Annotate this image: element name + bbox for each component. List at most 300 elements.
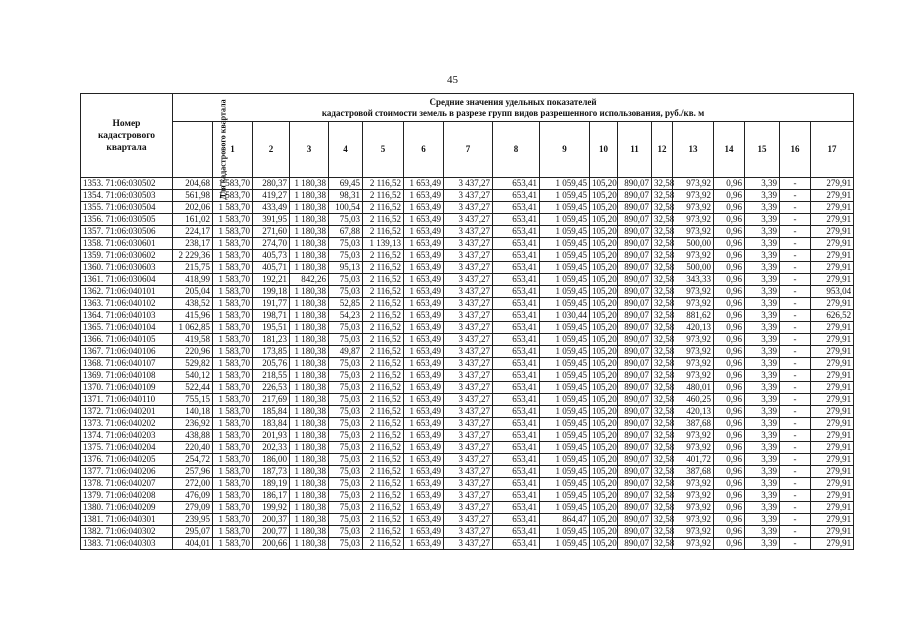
value-cell: 32,58 — [652, 418, 673, 430]
value-cell: 480,01 — [673, 382, 714, 394]
value-cell: 653,41 — [493, 298, 540, 310]
value-cell: 279,91 — [811, 346, 854, 358]
value-cell: 890,07 — [618, 298, 652, 310]
value-cell: 3 437,27 — [444, 454, 493, 466]
value-cell: 653,41 — [493, 382, 540, 394]
quarter-cell: 1371. 71:06:040110 — [81, 394, 173, 406]
value-cell: 1 059,45 — [540, 394, 590, 406]
value-cell: 1 653,49 — [404, 334, 444, 346]
quarter-cell: 1375. 71:06:040204 — [81, 442, 173, 454]
value-cell: 75,03 — [329, 214, 363, 226]
table-row — [81, 478, 854, 490]
table-row — [81, 346, 854, 358]
header-column-16: 16 — [780, 122, 811, 178]
value-cell: 32,58 — [652, 490, 673, 502]
value-cell: 271,60 — [253, 226, 290, 238]
value-cell: 105,20 — [590, 454, 618, 466]
value-cell: 3 437,27 — [444, 418, 493, 430]
value-cell: 890,07 — [618, 274, 652, 286]
value-cell: 3 437,27 — [444, 286, 493, 298]
value-cell: 3,39 — [745, 178, 780, 190]
value-cell: 653,41 — [493, 310, 540, 322]
value-cell: 3 437,27 — [444, 310, 493, 322]
value-cell: 1 583,70 — [213, 466, 253, 478]
value-cell: 3,39 — [745, 250, 780, 262]
value-cell: 105,20 — [590, 322, 618, 334]
value-cell: 3,39 — [745, 394, 780, 406]
value-cell: 2 116,52 — [363, 358, 404, 370]
value-cell: 653,41 — [493, 238, 540, 250]
value-cell: 279,91 — [811, 502, 854, 514]
value-cell: 1 180,38 — [290, 250, 329, 262]
value-cell: 1 583,70 — [213, 418, 253, 430]
value-cell: 973,92 — [673, 346, 714, 358]
value-cell: 0,96 — [714, 310, 745, 322]
value-cell: 105,20 — [590, 214, 618, 226]
value-cell: 3 437,27 — [444, 190, 493, 202]
table-row — [81, 262, 854, 274]
value-cell: 890,07 — [618, 442, 652, 454]
table-row — [81, 502, 854, 514]
value-cell: 75,03 — [329, 478, 363, 490]
value-cell: 201,93 — [253, 430, 290, 442]
value-cell: 1 059,45 — [540, 370, 590, 382]
value-cell: 3,39 — [745, 214, 780, 226]
value-cell: 1 653,49 — [404, 286, 444, 298]
value-cell: - — [780, 406, 811, 418]
value-cell: - — [780, 358, 811, 370]
value-cell: 653,41 — [493, 442, 540, 454]
value-cell: 75,03 — [329, 466, 363, 478]
value-cell: 2 116,52 — [363, 310, 404, 322]
value-cell: 75,03 — [329, 274, 363, 286]
value-cell: 105,20 — [590, 274, 618, 286]
value-cell: 3 437,27 — [444, 490, 493, 502]
value-cell: 215,75 — [173, 262, 213, 274]
value-cell: 653,41 — [493, 406, 540, 418]
value-cell: 0,96 — [714, 334, 745, 346]
value-cell: 0,96 — [714, 406, 745, 418]
value-cell: - — [780, 226, 811, 238]
value-cell: 3,39 — [745, 310, 780, 322]
page-number: 45 — [447, 74, 458, 86]
value-cell: 220,96 — [173, 346, 213, 358]
value-cell: 890,07 — [618, 454, 652, 466]
value-cell: 218,55 — [253, 370, 290, 382]
value-cell: 279,91 — [811, 418, 854, 430]
quarter-cell: 1376. 71:06:040205 — [81, 454, 173, 466]
table-row — [81, 382, 854, 394]
value-cell: 3 437,27 — [444, 406, 493, 418]
value-cell: - — [780, 394, 811, 406]
value-cell: 183,84 — [253, 418, 290, 430]
quarter-cell: 1363. 71:06:040102 — [81, 298, 173, 310]
value-cell: 0,96 — [714, 226, 745, 238]
value-cell: 653,41 — [493, 202, 540, 214]
value-cell: 1 653,49 — [404, 190, 444, 202]
value-cell: 279,91 — [811, 430, 854, 442]
value-cell: 653,41 — [493, 514, 540, 526]
value-cell: 890,07 — [618, 346, 652, 358]
value-cell: 105,20 — [590, 262, 618, 274]
quarter-cell: 1372. 71:06:040201 — [81, 406, 173, 418]
value-cell: 32,58 — [652, 538, 673, 550]
table-row — [81, 406, 854, 418]
value-cell: 205,76 — [253, 358, 290, 370]
quarter-cell: 1357. 71:06:030506 — [81, 226, 173, 238]
value-cell: 105,20 — [590, 430, 618, 442]
value-cell: 32,58 — [652, 286, 673, 298]
value-cell: 198,71 — [253, 310, 290, 322]
value-cell: 3,39 — [745, 226, 780, 238]
value-cell: 1 653,49 — [404, 526, 444, 538]
header-column-9: 9 — [540, 122, 590, 178]
value-cell: 1 059,45 — [540, 202, 590, 214]
value-cell: 890,07 — [618, 214, 652, 226]
value-cell: 1 653,49 — [404, 514, 444, 526]
value-cell: 890,07 — [618, 286, 652, 298]
value-cell: 973,92 — [673, 358, 714, 370]
value-cell: 2 116,52 — [363, 190, 404, 202]
value-cell: 653,41 — [493, 322, 540, 334]
value-cell: 529,82 — [173, 358, 213, 370]
value-cell: 1 583,70 — [213, 226, 253, 238]
value-cell: - — [780, 190, 811, 202]
value-cell: 32,58 — [652, 478, 673, 490]
quarter-cell: 1358. 71:06:030601 — [81, 238, 173, 250]
value-cell: 279,91 — [811, 202, 854, 214]
value-cell: 1 180,38 — [290, 322, 329, 334]
value-cell: 653,41 — [493, 526, 540, 538]
value-cell: 420,13 — [673, 406, 714, 418]
value-cell: 105,20 — [590, 526, 618, 538]
value-cell: 1 180,38 — [290, 370, 329, 382]
value-cell: 890,07 — [618, 430, 652, 442]
value-cell: 419,58 — [173, 334, 213, 346]
table-row — [81, 334, 854, 346]
value-cell: 236,92 — [173, 418, 213, 430]
value-cell: 105,20 — [590, 358, 618, 370]
header-quarter-number: Номер кадастрового квартала — [81, 94, 173, 178]
value-cell: 0,96 — [714, 466, 745, 478]
value-cell: 105,20 — [590, 418, 618, 430]
quarter-cell: 1368. 71:06:040107 — [81, 358, 173, 370]
value-cell: 3 437,27 — [444, 514, 493, 526]
value-cell: 0,96 — [714, 286, 745, 298]
value-cell: - — [780, 466, 811, 478]
value-cell: 105,20 — [590, 298, 618, 310]
value-cell: 3,39 — [745, 406, 780, 418]
value-cell: - — [780, 346, 811, 358]
value-cell: 1 180,38 — [290, 538, 329, 550]
value-cell: 239,95 — [173, 514, 213, 526]
value-cell: 1 180,38 — [290, 430, 329, 442]
value-cell: 2 116,52 — [363, 250, 404, 262]
value-cell: 953,04 — [811, 286, 854, 298]
value-cell: 653,41 — [493, 430, 540, 442]
table-row — [81, 322, 854, 334]
value-cell: 52,85 — [329, 298, 363, 310]
value-cell: 0,96 — [714, 394, 745, 406]
value-cell: 1 059,45 — [540, 214, 590, 226]
value-cell: 272,00 — [173, 478, 213, 490]
table-row — [81, 226, 854, 238]
value-cell: 405,71 — [253, 262, 290, 274]
value-cell: 653,41 — [493, 334, 540, 346]
value-cell: 653,41 — [493, 178, 540, 190]
value-cell: 195,51 — [253, 322, 290, 334]
value-cell: 100,54 — [329, 202, 363, 214]
value-cell: 1 139,13 — [363, 238, 404, 250]
value-cell: 173,85 — [253, 346, 290, 358]
value-cell: 75,03 — [329, 238, 363, 250]
value-cell: 1 653,49 — [404, 370, 444, 382]
value-cell: 433,49 — [253, 202, 290, 214]
value-cell: 1 059,45 — [540, 490, 590, 502]
value-cell: 890,07 — [618, 538, 652, 550]
value-cell: 75,03 — [329, 538, 363, 550]
value-cell: 3,39 — [745, 190, 780, 202]
value-cell: - — [780, 418, 811, 430]
quarter-cell: 1356. 71:06:030505 — [81, 214, 173, 226]
quarter-cell: 1353. 71:06:030502 — [81, 178, 173, 190]
value-cell: 3 437,27 — [444, 370, 493, 382]
value-cell: 1 180,38 — [290, 346, 329, 358]
header-column-14: 14 — [714, 122, 745, 178]
value-cell: 1 653,49 — [404, 502, 444, 514]
value-cell: 1 030,44 — [540, 310, 590, 322]
value-cell: 75,03 — [329, 334, 363, 346]
value-cell: 75,03 — [329, 370, 363, 382]
value-cell: 973,92 — [673, 214, 714, 226]
value-cell: 279,91 — [811, 274, 854, 286]
quarter-cell: 1364. 71:06:040103 — [81, 310, 173, 322]
value-cell: 1 180,38 — [290, 190, 329, 202]
value-cell: 755,15 — [173, 394, 213, 406]
value-cell: 2 116,52 — [363, 430, 404, 442]
table-row — [81, 490, 854, 502]
table-row — [81, 190, 854, 202]
header-column-4: 4 — [329, 122, 363, 178]
value-cell: 1 059,45 — [540, 226, 590, 238]
value-cell: 973,92 — [673, 190, 714, 202]
value-cell: 32,58 — [652, 430, 673, 442]
value-cell: 0,96 — [714, 370, 745, 382]
value-cell: 2 116,52 — [363, 370, 404, 382]
value-cell: 0,96 — [714, 526, 745, 538]
table-row — [81, 298, 854, 310]
value-cell: 2 116,52 — [363, 178, 404, 190]
value-cell: 186,17 — [253, 490, 290, 502]
value-cell: 343,33 — [673, 274, 714, 286]
value-cell: 973,92 — [673, 202, 714, 214]
value-cell: 1 059,45 — [540, 478, 590, 490]
value-cell: 653,41 — [493, 502, 540, 514]
value-cell: 3 437,27 — [444, 394, 493, 406]
quarter-cell: 1362. 71:06:040101 — [81, 286, 173, 298]
value-cell: 653,41 — [493, 214, 540, 226]
value-cell: - — [780, 178, 811, 190]
value-cell: 1 180,38 — [290, 478, 329, 490]
value-cell: 973,92 — [673, 478, 714, 490]
value-cell: 0,96 — [714, 190, 745, 202]
value-cell: 105,20 — [590, 286, 618, 298]
value-cell: 75,03 — [329, 382, 363, 394]
value-cell: 653,41 — [493, 346, 540, 358]
value-cell: 105,20 — [590, 226, 618, 238]
value-cell: 3,39 — [745, 286, 780, 298]
value-cell: 1 583,70 — [213, 190, 253, 202]
value-cell: 973,92 — [673, 502, 714, 514]
value-cell: 1 653,49 — [404, 490, 444, 502]
value-cell: 105,20 — [590, 370, 618, 382]
value-cell: 890,07 — [618, 190, 652, 202]
value-cell: 0,96 — [714, 262, 745, 274]
value-cell: 1 653,49 — [404, 214, 444, 226]
value-cell: 105,20 — [590, 334, 618, 346]
value-cell: 2 116,52 — [363, 274, 404, 286]
value-cell: 32,58 — [652, 250, 673, 262]
value-cell: 1 180,38 — [290, 334, 329, 346]
value-cell: 3,39 — [745, 466, 780, 478]
value-cell: 1 583,70 — [213, 406, 253, 418]
value-cell: 3,39 — [745, 418, 780, 430]
value-cell: 418,99 — [173, 274, 213, 286]
value-cell: 105,20 — [590, 538, 618, 550]
value-cell: 1 059,45 — [540, 346, 590, 358]
value-cell: 890,07 — [618, 502, 652, 514]
value-cell: 419,27 — [253, 190, 290, 202]
value-cell: - — [780, 430, 811, 442]
value-cell: 3,39 — [745, 346, 780, 358]
value-cell: 1 653,49 — [404, 406, 444, 418]
value-cell: 653,41 — [493, 478, 540, 490]
value-cell: 1 653,49 — [404, 226, 444, 238]
value-cell: 653,41 — [493, 538, 540, 550]
value-cell: 181,23 — [253, 334, 290, 346]
quarter-cell: 1370. 71:06:040109 — [81, 382, 173, 394]
quarter-cell: 1378. 71:06:040207 — [81, 478, 173, 490]
cadastral-values-table — [80, 93, 854, 550]
table-row — [81, 514, 854, 526]
value-cell: 185,84 — [253, 406, 290, 418]
value-cell: 1 059,45 — [540, 502, 590, 514]
value-cell: 3 437,27 — [444, 478, 493, 490]
value-cell: 1 653,49 — [404, 394, 444, 406]
value-cell: 540,12 — [173, 370, 213, 382]
value-cell: 1 653,49 — [404, 346, 444, 358]
value-cell: 1 653,49 — [404, 466, 444, 478]
value-cell: 98,31 — [329, 190, 363, 202]
value-cell: 1 059,45 — [540, 526, 590, 538]
value-cell: 1 583,70 — [213, 370, 253, 382]
value-cell: 890,07 — [618, 262, 652, 274]
value-cell: 105,20 — [590, 442, 618, 454]
value-cell: 1 059,45 — [540, 442, 590, 454]
header-column-15: 15 — [745, 122, 780, 178]
value-cell: 1 653,49 — [404, 358, 444, 370]
value-cell: 1 180,38 — [290, 226, 329, 238]
quarter-cell: 1382. 71:06:040302 — [81, 526, 173, 538]
value-cell: 0,96 — [714, 214, 745, 226]
value-cell: 3 437,27 — [444, 382, 493, 394]
value-cell: 653,41 — [493, 466, 540, 478]
value-cell: 1 180,38 — [290, 466, 329, 478]
value-cell: 75,03 — [329, 394, 363, 406]
header-for-quarter: Для кадастрового квартала — [173, 122, 213, 178]
table-row — [81, 250, 854, 262]
value-cell: 217,69 — [253, 394, 290, 406]
quarter-cell: 1373. 71:06:040202 — [81, 418, 173, 430]
value-cell: 890,07 — [618, 226, 652, 238]
value-cell: 1 583,70 — [213, 478, 253, 490]
value-cell: 3 437,27 — [444, 298, 493, 310]
value-cell: 1 583,70 — [213, 526, 253, 538]
value-cell: 49,87 — [329, 346, 363, 358]
value-cell: 3,39 — [745, 382, 780, 394]
value-cell: 200,77 — [253, 526, 290, 538]
quarter-cell: 1369. 71:06:040108 — [81, 370, 173, 382]
value-cell: - — [780, 478, 811, 490]
value-cell: 653,41 — [493, 490, 540, 502]
value-cell: 890,07 — [618, 490, 652, 502]
header-column-10: 10 — [590, 122, 618, 178]
quarter-cell: 1354. 71:06:030503 — [81, 190, 173, 202]
value-cell: 1 583,70 — [213, 322, 253, 334]
header-column-3: 3 — [290, 122, 329, 178]
value-cell: 280,37 — [253, 178, 290, 190]
value-cell: 279,91 — [811, 334, 854, 346]
quarter-cell: 1381. 71:06:040301 — [81, 514, 173, 526]
value-cell: 32,58 — [652, 394, 673, 406]
table-row — [81, 442, 854, 454]
value-cell: 1 583,70 — [213, 538, 253, 550]
value-cell: 226,53 — [253, 382, 290, 394]
value-cell: 890,07 — [618, 394, 652, 406]
value-cell: 2 116,52 — [363, 502, 404, 514]
value-cell: 1 653,49 — [404, 298, 444, 310]
value-cell: 1 583,70 — [213, 454, 253, 466]
value-cell: 279,91 — [811, 514, 854, 526]
value-cell: - — [780, 526, 811, 538]
value-cell: 1 059,45 — [540, 286, 590, 298]
value-cell: 1 059,45 — [540, 274, 590, 286]
value-cell: 3 437,27 — [444, 502, 493, 514]
value-cell: 279,91 — [811, 250, 854, 262]
value-cell: 1 653,49 — [404, 322, 444, 334]
value-cell: 842,26 — [290, 274, 329, 286]
value-cell: 204,68 — [173, 178, 213, 190]
value-cell: 1 059,45 — [540, 334, 590, 346]
value-cell: 279,91 — [811, 190, 854, 202]
table-row — [81, 286, 854, 298]
value-cell: 973,92 — [673, 298, 714, 310]
value-cell: 3,39 — [745, 490, 780, 502]
value-cell: 32,58 — [652, 298, 673, 310]
value-cell: 0,96 — [714, 454, 745, 466]
value-cell: 75,03 — [329, 502, 363, 514]
value-cell: 890,07 — [618, 514, 652, 526]
value-cell: 199,92 — [253, 502, 290, 514]
value-cell: 105,20 — [590, 238, 618, 250]
value-cell: 3 437,27 — [444, 526, 493, 538]
value-cell: 279,91 — [811, 214, 854, 226]
header-column-2: 2 — [253, 122, 290, 178]
value-cell: 105,20 — [590, 346, 618, 358]
value-cell: 105,20 — [590, 190, 618, 202]
value-cell: 1 653,49 — [404, 430, 444, 442]
value-cell: 0,96 — [714, 430, 745, 442]
